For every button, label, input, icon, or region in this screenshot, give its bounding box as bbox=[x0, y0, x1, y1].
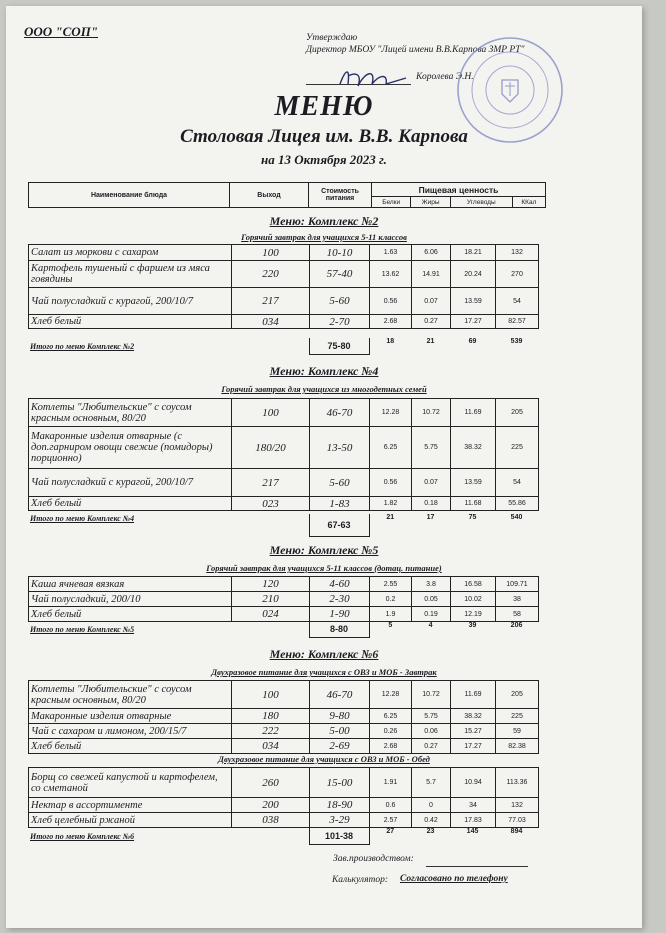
dish-price: 3-29 bbox=[310, 813, 370, 828]
dish-fats: 3.8 bbox=[412, 577, 451, 592]
production-signature-line bbox=[426, 866, 528, 867]
dish-table bbox=[28, 767, 539, 828]
dish-fats: 0.19 bbox=[412, 607, 451, 622]
dish-carbs: 17.83 bbox=[451, 813, 496, 828]
dish-price: 46-70 bbox=[310, 399, 370, 427]
table-row bbox=[29, 261, 539, 288]
table-row bbox=[29, 427, 539, 469]
total-row bbox=[28, 514, 538, 537]
dish-price: 4-60 bbox=[310, 577, 370, 592]
dish-name: Хлеб белый bbox=[29, 607, 232, 622]
dish-name: Картофель тушеный с фаршем из мяса говядины bbox=[29, 261, 232, 288]
total-label: Итого по меню Комплекс №6 bbox=[30, 831, 135, 841]
table-row bbox=[29, 315, 539, 329]
dish-fats: 0.07 bbox=[412, 288, 451, 315]
dish-proteins: 0.56 bbox=[370, 288, 412, 315]
header-kcal: ККал bbox=[512, 197, 545, 208]
dish-fats: 0.27 bbox=[412, 315, 451, 329]
header-fats: Жиры bbox=[411, 197, 450, 208]
total-proteins: 18 bbox=[386, 338, 395, 345]
dish-kcal: 205 bbox=[496, 681, 539, 709]
dish-kcal: 54 bbox=[496, 469, 539, 497]
table-row bbox=[29, 709, 539, 724]
total-price: 75-80 bbox=[309, 338, 369, 354]
header-nutrition: Пищевая ценность bbox=[372, 183, 546, 197]
total-label: Итого по меню Комплекс №2 bbox=[30, 341, 135, 351]
dish-proteins: 0.6 bbox=[370, 798, 412, 813]
dish-yield: 100 bbox=[232, 681, 310, 709]
dish-yield: 180/20 bbox=[232, 427, 310, 469]
dish-carbs: 13.59 bbox=[451, 469, 496, 497]
dish-kcal: 225 bbox=[496, 427, 539, 469]
dish-proteins: 2.68 bbox=[370, 315, 412, 329]
dish-fats: 0 bbox=[412, 798, 451, 813]
dish-name: Хлеб белый bbox=[29, 315, 232, 329]
meal-title: Горячий завтрак для учащихся 5-11 классов (дотац. питание) bbox=[206, 563, 442, 573]
dish-proteins: 0.26 bbox=[370, 724, 412, 739]
dish-carbs: 11.68 bbox=[451, 497, 496, 511]
dish-yield: 200 bbox=[232, 798, 310, 813]
meal-title: Двухразовое питание для учащихся с ОВЗ и МОБ - Обед bbox=[218, 754, 430, 764]
dish-kcal: 109.71 bbox=[496, 577, 539, 592]
organization-name: ООО "СОП" bbox=[24, 24, 99, 39]
total-fats: 4 bbox=[428, 622, 433, 629]
dish-proteins: 6.25 bbox=[370, 709, 412, 724]
total-price: 67-63 bbox=[309, 514, 369, 536]
dish-price: 5-60 bbox=[310, 288, 370, 315]
dish-proteins: 2.55 bbox=[370, 577, 412, 592]
total-carbs: 69 bbox=[468, 338, 477, 345]
dish-price: 10-10 bbox=[310, 245, 370, 261]
menu-date: на 13 Октября 2023 г. bbox=[261, 152, 387, 167]
dish-name: Борщ со свежей капустой и картофелем, со сметаной bbox=[29, 768, 232, 798]
table-row bbox=[29, 497, 539, 511]
dish-name: Каша ячневая вязкая bbox=[29, 577, 232, 592]
dish-kcal: 225 bbox=[496, 709, 539, 724]
table-row bbox=[29, 399, 539, 427]
meal-title: Горячий завтрак для учащихся из многодетных семей bbox=[221, 384, 427, 394]
meal-title: Двухразовое питание для учащихся с ОВЗ и МОБ - Завтрак bbox=[211, 667, 437, 677]
dish-carbs: 12.19 bbox=[451, 607, 496, 622]
dish-kcal: 132 bbox=[496, 245, 539, 261]
table-row bbox=[29, 245, 539, 261]
dish-fats: 5.75 bbox=[412, 709, 451, 724]
dish-proteins: 12.28 bbox=[370, 681, 412, 709]
dish-proteins: 12.28 bbox=[370, 399, 412, 427]
dish-fats: 6.06 bbox=[412, 245, 451, 261]
dish-fats: 0.05 bbox=[412, 592, 451, 607]
calculator-label: Калькулятор: bbox=[332, 875, 389, 885]
dish-proteins: 13.62 bbox=[370, 261, 412, 288]
dish-name: Нектар в ассортименте bbox=[29, 798, 232, 813]
dish-carbs: 16.58 bbox=[451, 577, 496, 592]
menu-sheet bbox=[6, 6, 642, 928]
dish-kcal: 38 bbox=[496, 592, 539, 607]
dish-carbs: 11.69 bbox=[451, 681, 496, 709]
total-row bbox=[28, 828, 538, 845]
dish-price: 13-50 bbox=[310, 427, 370, 469]
dish-fats: 0.18 bbox=[412, 497, 451, 511]
dish-proteins: 2.68 bbox=[370, 739, 412, 754]
dish-fats: 10.72 bbox=[412, 399, 451, 427]
dish-name: Хлеб целебный ржаной bbox=[29, 813, 232, 828]
table-row bbox=[29, 577, 539, 592]
dish-carbs: 11.69 bbox=[451, 399, 496, 427]
dish-yield: 120 bbox=[232, 577, 310, 592]
dish-yield: 210 bbox=[232, 592, 310, 607]
table-row bbox=[29, 592, 539, 607]
total-row bbox=[28, 622, 538, 638]
dish-kcal: 270 bbox=[496, 261, 539, 288]
dish-yield: 023 bbox=[232, 497, 310, 511]
table-row bbox=[29, 768, 539, 798]
table-row bbox=[29, 739, 539, 754]
total-kcal: 894 bbox=[510, 828, 523, 835]
section-title: Меню: Комплекс №6 bbox=[269, 647, 379, 661]
table-row bbox=[29, 813, 539, 828]
dish-carbs: 10.94 bbox=[451, 768, 496, 798]
table-header bbox=[28, 182, 546, 208]
dish-yield: 222 bbox=[232, 724, 310, 739]
dish-price: 1-83 bbox=[310, 497, 370, 511]
dish-proteins: 2.57 bbox=[370, 813, 412, 828]
dish-fats: 0.27 bbox=[412, 739, 451, 754]
section-title: Меню: Комплекс №2 bbox=[269, 214, 379, 228]
total-price: 8-80 bbox=[309, 622, 369, 637]
dish-fats: 5.7 bbox=[412, 768, 451, 798]
dish-carbs: 17.27 bbox=[451, 739, 496, 754]
dish-yield: 034 bbox=[232, 739, 310, 754]
total-proteins: 27 bbox=[386, 828, 395, 835]
header-dish: Наименование блюда bbox=[29, 183, 230, 208]
dish-price: 46-70 bbox=[310, 681, 370, 709]
dish-table bbox=[28, 398, 539, 511]
dish-price: 1-90 bbox=[310, 607, 370, 622]
total-kcal: 539 bbox=[510, 338, 523, 345]
dish-kcal: 82.38 bbox=[496, 739, 539, 754]
dish-kcal: 82.57 bbox=[496, 315, 539, 329]
dish-carbs: 18.21 bbox=[451, 245, 496, 261]
dish-yield: 220 bbox=[232, 261, 310, 288]
total-proteins: 5 bbox=[388, 622, 393, 629]
dish-carbs: 38.32 bbox=[451, 427, 496, 469]
dish-name: Чай полусладкий с курагой, 200/10/7 bbox=[29, 469, 232, 497]
dish-kcal: 205 bbox=[496, 399, 539, 427]
dish-price: 2-30 bbox=[310, 592, 370, 607]
total-kcal: 206 bbox=[510, 622, 523, 629]
dish-price: 9-80 bbox=[310, 709, 370, 724]
dish-name: Чай полусладкий с курагой, 200/10/7 bbox=[29, 288, 232, 315]
dish-carbs: 10.02 bbox=[451, 592, 496, 607]
table-row bbox=[29, 288, 539, 315]
director-name: Королева Э.Н. bbox=[416, 72, 474, 82]
table-row bbox=[29, 798, 539, 813]
dish-price: 18-90 bbox=[310, 798, 370, 813]
table-row bbox=[29, 469, 539, 497]
total-label: Итого по меню Комплекс №4 bbox=[30, 514, 135, 523]
total-price: 101-38 bbox=[309, 828, 369, 844]
section-title: Меню: Комплекс №5 bbox=[269, 543, 379, 557]
dish-carbs: 15.27 bbox=[451, 724, 496, 739]
dish-price: 5-60 bbox=[310, 469, 370, 497]
dish-fats: 14.91 bbox=[412, 261, 451, 288]
approval-position: Директор МБОУ "Лицей имени В.В.Карпова ЗМР РТ" bbox=[306, 45, 525, 55]
table-row bbox=[29, 724, 539, 739]
dish-carbs: 38.32 bbox=[451, 709, 496, 724]
dish-kcal: 59 bbox=[496, 724, 539, 739]
total-label: Итого по меню Комплекс №5 bbox=[30, 625, 135, 634]
dish-name: Макаронные изделия отварные bbox=[29, 709, 232, 724]
dish-kcal: 113.36 bbox=[496, 768, 539, 798]
dish-carbs: 20.24 bbox=[451, 261, 496, 288]
dish-yield: 100 bbox=[232, 399, 310, 427]
total-row bbox=[28, 338, 538, 355]
dish-name: Котлеты "Любительские" с соусом красным основным, 80/20 bbox=[29, 681, 232, 709]
dish-fats: 0.42 bbox=[412, 813, 451, 828]
dish-yield: 180 bbox=[232, 709, 310, 724]
dish-carbs: 13.59 bbox=[451, 288, 496, 315]
dish-fats: 0.07 bbox=[412, 469, 451, 497]
dish-name: Салат из моркови с сахаром bbox=[29, 245, 232, 261]
calculator-value: Согласовано по телефону bbox=[400, 874, 508, 884]
dish-table bbox=[28, 576, 539, 622]
production-manager-label: Зав.производством: bbox=[333, 854, 414, 864]
dish-yield: 034 bbox=[232, 315, 310, 329]
total-kcal: 540 bbox=[510, 514, 523, 521]
dish-name: Котлеты "Любительские" с соусом красным основным, 80/20 bbox=[29, 399, 232, 427]
dish-fats: 0.06 bbox=[412, 724, 451, 739]
page-subtitle: Столовая Лицея им. В.В. Карпова bbox=[180, 126, 468, 147]
dish-kcal: 55.86 bbox=[496, 497, 539, 511]
total-fats: 17 bbox=[426, 514, 435, 521]
total-fats: 21 bbox=[426, 338, 435, 345]
dish-yield: 100 bbox=[232, 245, 310, 261]
dish-price: 2-70 bbox=[310, 315, 370, 329]
dish-price: 15-00 bbox=[310, 768, 370, 798]
header-yield: Выход bbox=[230, 183, 309, 208]
dish-yield: 217 bbox=[232, 469, 310, 497]
header-proteins: Белки bbox=[372, 197, 411, 208]
dish-proteins: 0.56 bbox=[370, 469, 412, 497]
dish-proteins: 1.63 bbox=[370, 245, 412, 261]
signature-image bbox=[336, 64, 411, 90]
dish-table bbox=[28, 244, 539, 329]
dish-name: Чай полусладкий, 200/10 bbox=[29, 592, 232, 607]
dish-kcal: 54 bbox=[496, 288, 539, 315]
dish-kcal: 77.03 bbox=[496, 813, 539, 828]
total-carbs: 75 bbox=[468, 514, 477, 521]
header-price: Стоимость питания bbox=[309, 183, 372, 208]
dish-name: Хлеб белый bbox=[29, 739, 232, 754]
dish-price: 5-00 bbox=[310, 724, 370, 739]
dish-price: 57-40 bbox=[310, 261, 370, 288]
table-row bbox=[29, 607, 539, 622]
dish-name: Макаронные изделия отварные (с доп.гарниром овощи свежие (помидоры) порционно) bbox=[29, 427, 232, 469]
total-proteins: 21 bbox=[386, 514, 395, 521]
dish-yield: 260 bbox=[232, 768, 310, 798]
dish-yield: 217 bbox=[232, 288, 310, 315]
total-fats: 23 bbox=[426, 828, 435, 835]
dish-name: Хлеб белый bbox=[29, 497, 232, 511]
section-title: Меню: Комплекс №4 bbox=[269, 364, 379, 378]
dish-table bbox=[28, 680, 539, 754]
total-carbs: 145 bbox=[466, 828, 479, 835]
dish-fats: 10.72 bbox=[412, 681, 451, 709]
dish-carbs: 17.27 bbox=[451, 315, 496, 329]
page-title: МЕНЮ bbox=[274, 91, 374, 122]
dish-proteins: 1.91 bbox=[370, 768, 412, 798]
dish-proteins: 0.2 bbox=[370, 592, 412, 607]
dish-yield: 024 bbox=[232, 607, 310, 622]
dish-proteins: 1.82 bbox=[370, 497, 412, 511]
dish-yield: 038 bbox=[232, 813, 310, 828]
approval-line: Утверждаю bbox=[306, 33, 358, 43]
dish-kcal: 58 bbox=[496, 607, 539, 622]
table-row bbox=[29, 681, 539, 709]
dish-name: Чай с сахаром и лимоном, 200/15/7 bbox=[29, 724, 232, 739]
total-carbs: 39 bbox=[468, 622, 477, 629]
dish-fats: 5.75 bbox=[412, 427, 451, 469]
header-carbs: Углеводы bbox=[450, 197, 512, 208]
dish-proteins: 1.9 bbox=[370, 607, 412, 622]
meal-title: Горячий завтрак для учащихся 5-11 классов bbox=[241, 232, 407, 242]
dish-kcal: 132 bbox=[496, 798, 539, 813]
dish-carbs: 34 bbox=[451, 798, 496, 813]
dish-price: 2-69 bbox=[310, 739, 370, 754]
dish-proteins: 6.25 bbox=[370, 427, 412, 469]
